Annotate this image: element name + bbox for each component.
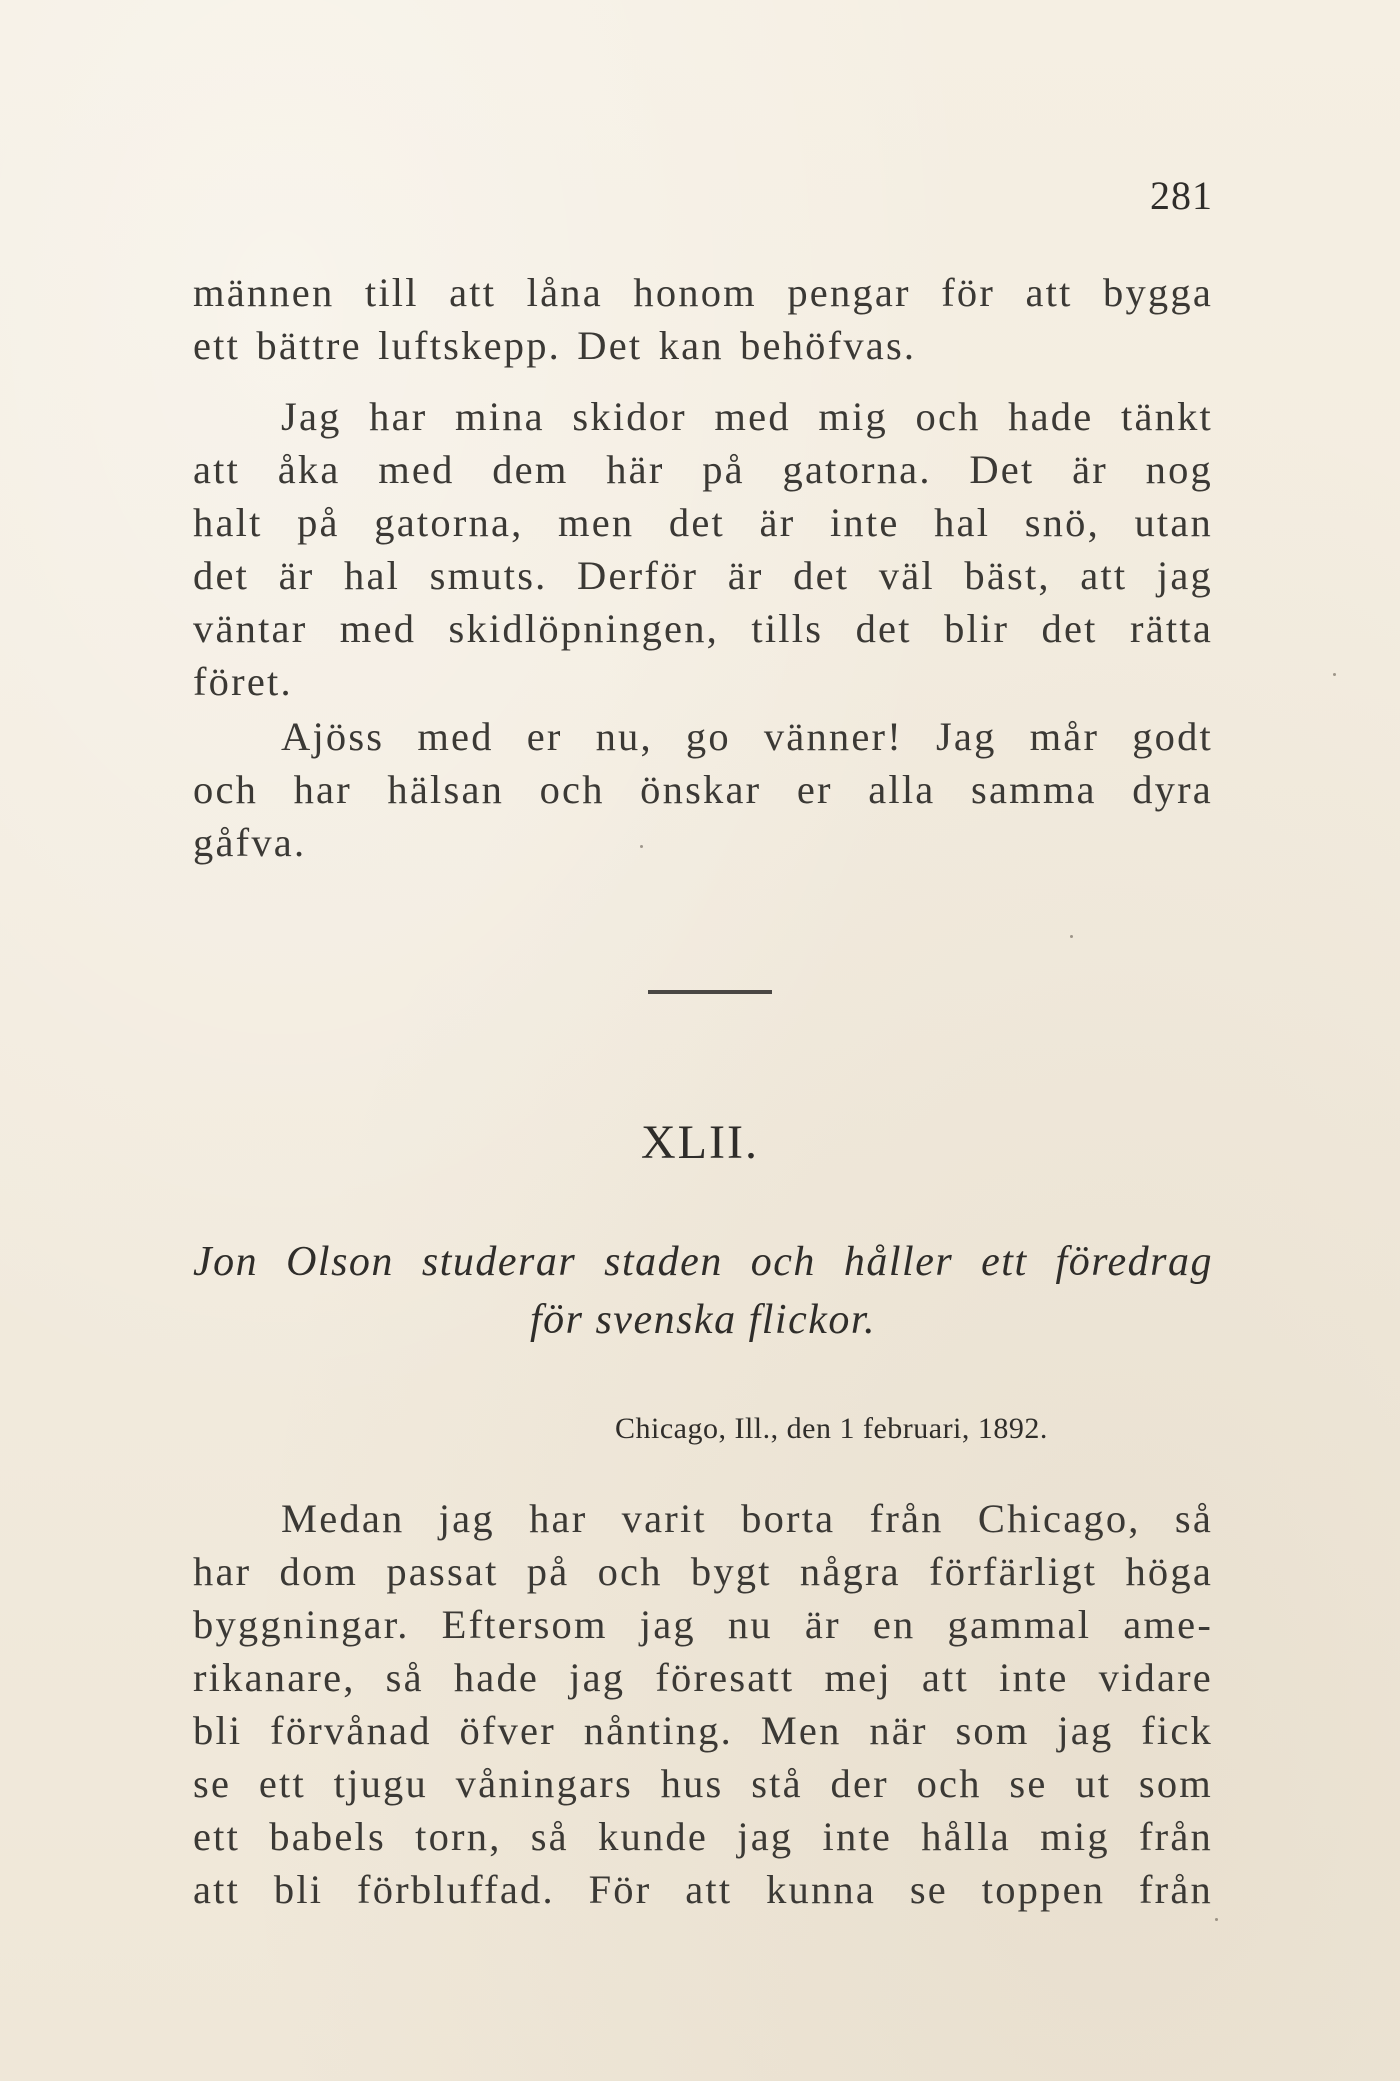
paragraph	[193, 266, 1213, 372]
text-line: bli förvånad öfver nånting. Men när som jag fick	[193, 1708, 1213, 1753]
text-line: Jag har mina skidor med mig och hade tänkt	[281, 394, 1213, 439]
paper-speck	[640, 845, 643, 848]
paragraph	[193, 390, 1213, 708]
text-line: att åka med dem här på gatorna. Det är nog	[193, 447, 1213, 492]
dateline: Chicago, Ill., den 1 februari, 1892.	[615, 1412, 1048, 1445]
paragraph	[193, 710, 1213, 869]
text-line: halt på gatorna, men det är inte hal snö, utan	[193, 500, 1213, 545]
text-line: ett babels torn, så kunde jag inte hålla mig från	[193, 1814, 1213, 1859]
text-line: Medan jag har varit borta från Chicago, så	[281, 1496, 1213, 1541]
text-line: männen till att låna honom pengar för att bygga	[193, 270, 1213, 315]
text-line: ett bättre luftskepp. Det kan behöfvas.	[193, 323, 917, 368]
chapter-title-line: Jon Olson studerar staden och håller ett föredrag	[193, 1239, 1213, 1285]
chapter-number: XLII.	[641, 1116, 759, 1169]
section-divider	[648, 990, 772, 994]
text-line: har dom passat på och bygt några förfärligt höga	[193, 1549, 1213, 1594]
chapter-title	[193, 1233, 1213, 1349]
paper-speck	[1333, 673, 1336, 676]
chapter-title-line: för svenska flickor.	[529, 1297, 877, 1343]
paragraph	[193, 1492, 1213, 1916]
text-line: det är hal smuts. Derför är det väl bäst, att jag	[193, 553, 1213, 598]
text-line: byggningar. Eftersom jag nu är en gammal ame-	[193, 1602, 1213, 1647]
text-line: Ajöss med er nu, go vänner! Jag mår godt	[281, 714, 1213, 759]
text-line: väntar med skidlöpningen, tills det blir det rätta	[193, 606, 1213, 651]
page-number: 281	[1150, 173, 1213, 218]
text-line: se ett tjugu våningars hus stå der och se ut som	[193, 1761, 1213, 1806]
paper-speck	[1070, 935, 1073, 938]
text-line: gåfva.	[193, 820, 307, 865]
text-line: föret.	[193, 659, 293, 704]
paper-speck	[1215, 1918, 1218, 1921]
text-line: och har hälsan och önskar er alla samma dyra	[193, 767, 1213, 812]
text-line: att bli förbluffad. För att kunna se toppen från	[193, 1867, 1213, 1912]
text-line: rikanare, så hade jag föresatt mej att inte vidare	[193, 1655, 1213, 1700]
